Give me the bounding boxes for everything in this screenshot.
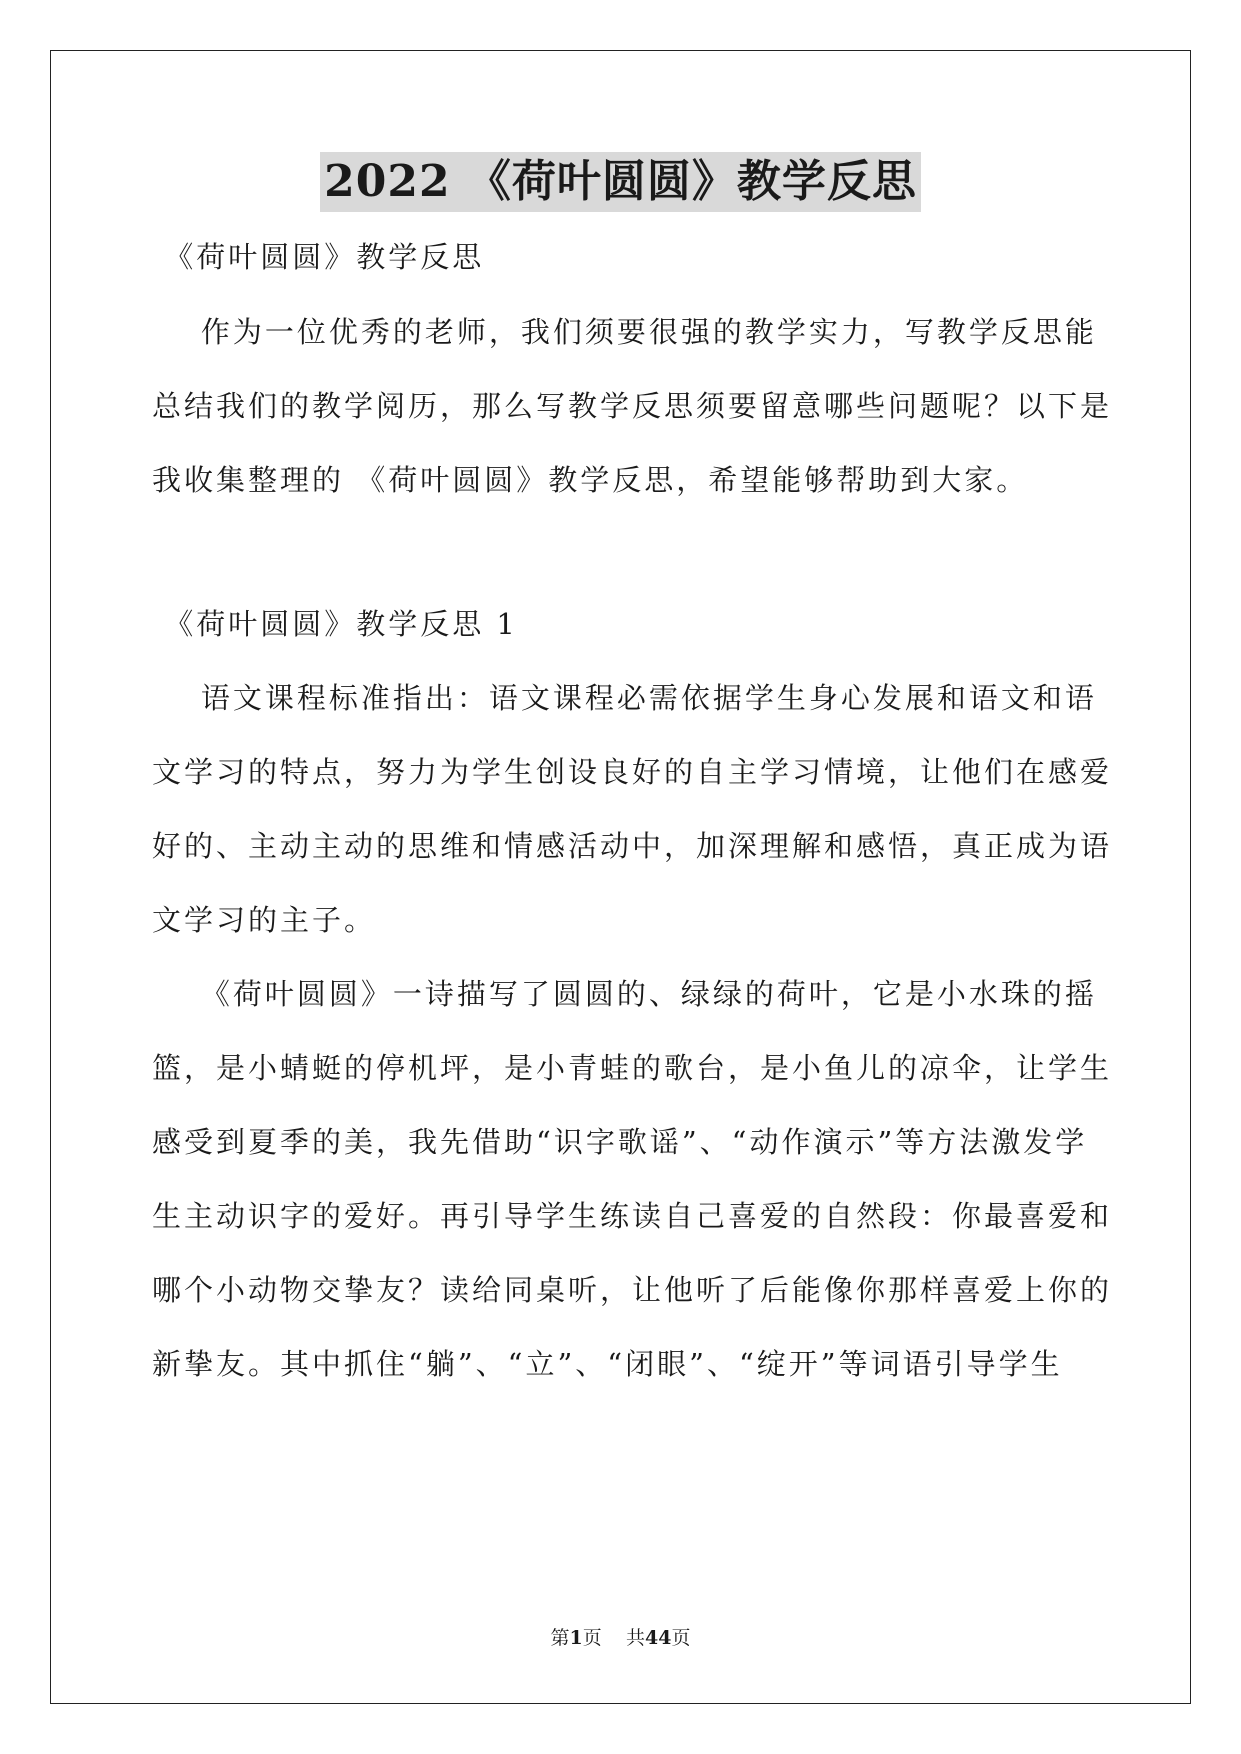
document-title: 2022 《荷叶圆圆》教学反思 <box>320 152 921 212</box>
paragraph-line: 总结我们的教学阅历，那么写教学反思须要留意哪些问题呢？以下是 <box>152 389 1113 423</box>
paragraph-line: 篮，是小蜻蜓的停机坪，是小青蛙的歌台，是小鱼儿的凉伞，让学生 <box>152 1051 1113 1085</box>
page-border <box>50 50 1191 1704</box>
section-heading: 《荷叶圆圆》教学反思 <box>152 240 485 274</box>
paragraph-line: 作为一位优秀的老师，我们须要很强的教学实力，写教学反思能 <box>152 315 1097 349</box>
paragraph-line: 感受到夏季的美，我先借助“识字歌谣”、“动作演示”等方法激发学 <box>152 1125 1088 1159</box>
paragraph-line: 《荷叶圆圆》一诗描写了圆圆的、绿绿的荷叶，它是小水珠的摇 <box>152 977 1097 1011</box>
footer-total-suffix: 页 <box>671 1627 691 1649</box>
footer-page-number: 1 <box>569 1627 583 1649</box>
paragraph-line: 语文课程标准指出：语文课程必需依据学生身心发展和语文和语 <box>152 681 1097 715</box>
footer-page-suffix: 页 <box>582 1627 602 1649</box>
paragraph-line: 我收集整理的 《荷叶圆圆》教学反思，希望能够帮助到大家。 <box>152 463 1029 497</box>
footer-total-pages: 44 <box>644 1627 672 1649</box>
paragraph-line: 哪个小动物交挚友？读给同桌听，让他听了后能像你那样喜爱上你的 <box>152 1273 1113 1307</box>
paragraph-line: 好的、主动主动的思维和情感活动中，加深理解和感悟，真正成为语 <box>152 829 1113 863</box>
paragraph-line: 生主动识字的爱好。再引导学生练读自己喜爱的自然段：你最喜爱和 <box>152 1199 1113 1233</box>
page-footer <box>0 1626 1241 1650</box>
paragraph-line: 文学习的主子。 <box>152 903 377 937</box>
footer-page-prefix: 第 <box>550 1627 570 1649</box>
paragraph-line: 文学习的特点，努力为学生创设良好的自主学习情境，让他们在感爱 <box>152 755 1113 789</box>
paragraph-line: 新挚友。其中抓住“躺”、“立”、“闭眼”、“绽开”等词语引导学生 <box>152 1347 1063 1381</box>
title-container <box>0 152 1241 212</box>
footer-total-prefix: 共 <box>625 1627 645 1649</box>
section-heading: 《荷叶圆圆》教学反思 1 <box>152 607 518 641</box>
